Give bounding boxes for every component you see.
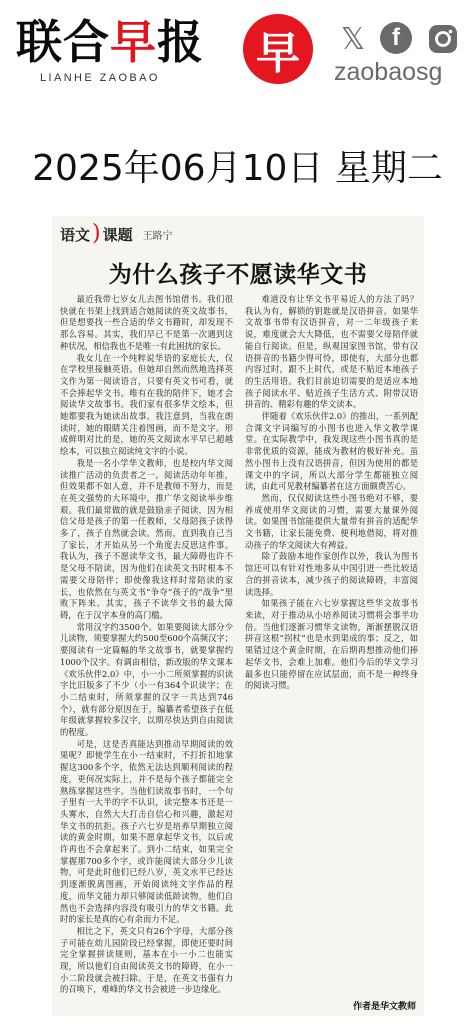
article-paragraph: 最近我带七岁女儿去图书馆借书。我们很快就在书架上找到适合她阅读的英文故事书，但是想要找一些合适的华文书籍时，却发现不那么容易。其实，我们早已不是第一次遇到这种状况，相信我也不是唯一有此困扰的家长。 [60, 294, 233, 351]
zao-badge-logo: 早 [243, 14, 313, 84]
facebook-icon[interactable]: f [380, 22, 412, 54]
author-name: 王路宁 [142, 230, 173, 242]
social-links [336, 22, 461, 60]
article-paragraph: 然而，仅仅阅读这些小图书绝对不够，要养成使用华文阅读的习惯，需要大量课外阅读。如果图书馆能提供大量带有拼音的适配华文书籍，让家长能免费、便利地借阅，将对推动孩子的华文阅读大有裨益。 [245, 492, 418, 550]
logo-text-lianhe: 联合 [16, 15, 110, 69]
article-paragraph: 如果孩子能在六七岁掌握这些华文故事书来读，对于推动从小培养阅读习惯将会事半功倍。当他们逐渐习惯华文读物，渐渐摆脱汉语拼音这根“拐杖”也是水到渠成的事；反之，如果错过这个黄金时期，在后期再想推动他们捧起华文书，会难上加难。他们今后的华文学习最多也只能停留在应试层面，而不是一种终身的阅读习惯。 [245, 598, 418, 691]
article-paragraph: 我女儿在一个纯粹说华语的家庭长大，仅在学校里接触英语。但她却自然而然地选择英文作为第一阅读语言，只要有英文书可看，就不会捧起华文书。唯有在我的陪伴下，她才会阅读华文故事书。我们家有很多华文绘本，但她都要我为她读出故事。我注意到，当我在朗读时，她的眼睛关注着图画，而不是文字。形成鲜明对比的是，她的英文阅读水平早已超越绘本，可以独立阅读纯文字的小说。 [60, 352, 233, 457]
article-title: 为什么孩子不愿读华文书 [108, 262, 368, 288]
article-paragraph: 常用汉字约3500个。如果要阅读大部分少儿读物，须要掌握大约500至600个高频汉字；要阅读有一定篇幅的华文故事书，就要掌握约1000个汉字。有调由相信，新改版的华文课本《欢乐伙伴2.0》中，小一小二所须掌握的识读字比旧版多了不少（小一有364个识读字；在小二结束时，所须掌握的汉字一共达到746个），就有部分原因在于，编纂者希望孩子在低年级就掌握较多汉字，以期尽快达到自由阅读的程度。 [60, 621, 233, 738]
logo-english-name: LIANHE ZAOBAO [40, 72, 160, 84]
column-name-keti: 课题 [102, 225, 133, 244]
article-paragraph: 伴随着《欢乐伙伴2.0》的推出，一系列配合课文字词编写的小图书也进入华文教学课堂。在实际教学中，我发现这些小图书真的是非常优质的资源，能成为教材的极好补充。虽然小图书上没有汉语拼音，但因为使用的都是课文中的字词，所以大部分学生都能独立阅读，由此可见教材编纂者在这方面颇费苦心。 [245, 411, 418, 492]
publication-date: 2025年06月10日 星期二 [32, 148, 443, 189]
author-byline: 作者是华文教师 [352, 1002, 416, 1012]
column-divider-icon: ) [92, 221, 101, 246]
article-paragraph: 可是，这是否真能达到推动早期阅读的效果呢？即使学生在小一结束时，不打折扣地掌握这300多个字，依然无法达到顺利阅读的程度，更何况实际上，并不是每个孩子都能完全熟练掌握这些字。当他们读故事书时，一个句子里有一大半的字不认识，读完整本书还是一头雾水，自然大大打击自信心和兴趣，激起对华文书的抗拒。孩子六七岁是培养早期独立阅读的黄金时期，如果不愿拿起华文书，以后或许再也不会拿起来了。到小二结束，如果完全掌握那700多个字，或许能阅读大部分少儿读物，可是此时他们已经八岁，英文水平已经达到逐渐脱离图画，开始阅读纯文字作品的程度，而华文能力却只够阅读低龄读物，他们自然也不会选择内容没有吸引力的华文书籍。此时的家长是真的心有余而力不足。 [60, 738, 233, 925]
social-handle[interactable]: zaobaosg [334, 58, 443, 86]
column-header [60, 222, 173, 246]
newspaper-clipping [52, 216, 424, 1016]
logo-text-bao: 报 [157, 15, 204, 69]
article-paragraph: 难道没有让华文书平易近人的方法了吗？我认为有，解锁的钥匙就是汉语拼音。如果华文故事书带有汉语拼音，对一二年级孩子来说，难度就会大大降低，也不需要父母陪伴就能自行阅读。但是，纵观国家图书馆，带有汉语拼音的书籍少得可怜，即使有，大部分也都内容过时，跟不上时代，或是不贴近本地孩子的生活用语。我们目前迫切需要的是适应本地孩子阅读水平、贴近孩子生活方式、附带汉语拼音的、精彩有趣的华文读本。 [245, 294, 418, 410]
article-body [60, 294, 418, 1000]
logo-text-zao: 早 [110, 15, 157, 69]
x-icon[interactable]: 𝕏 [340, 21, 366, 57]
lianhe-zaobao-logo[interactable] [16, 16, 204, 68]
article-paragraph: 除了鼓励本地作家创作以外，我认为图书馆还可以有针对性地多从中国引进一些比较适合的拼音读本，减少孩子的阅读障碍，丰富阅读选择。 [245, 551, 418, 597]
instagram-icon[interactable] [426, 22, 460, 56]
column-name-yuwen: 语文 [60, 225, 91, 244]
article-paragraph: 我是一名小学华文教师，也是校内华文阅读推广活动的负责者之一。阅读活动年年推，但效果都不如人意，并不是教师不努力，而是在英文强势的大环境中，推广华文阅读举步维艰。我们最常做的就是鼓励亲子阅读，因为相信父母是孩子的第一任教师，父母陪孩子读得多了，孩子自然就会读。然而，直到我自己当了家长，才开始从另一个角度去反思这件事。我认为，孩子不愿读华文书，最大障碍也许不是父母不陪读，因为他们在读英文书时根本不需要父母陪伴；即使像我这样时常陪读的家长，也依然在与英文书“争夺”孩子的“战争”里败下阵来。其实，孩子不读华文书的最大障碍，在于汉字本身的高门槛。 [60, 457, 233, 620]
article-paragraph: 相比之下，英文只有26个字母，大部分孩子可能在幼儿园阶段已经掌握，即使还要时间完全掌握拼读规则，基本在小一小二也能实现，所以他们自由阅读英文书的障碍，在小一小二阶段就会被扫除。于是，在英文书强有力的召唤下，难峰的华文书会被进一步边缘化。 [60, 925, 233, 995]
masthead [0, 0, 475, 100]
